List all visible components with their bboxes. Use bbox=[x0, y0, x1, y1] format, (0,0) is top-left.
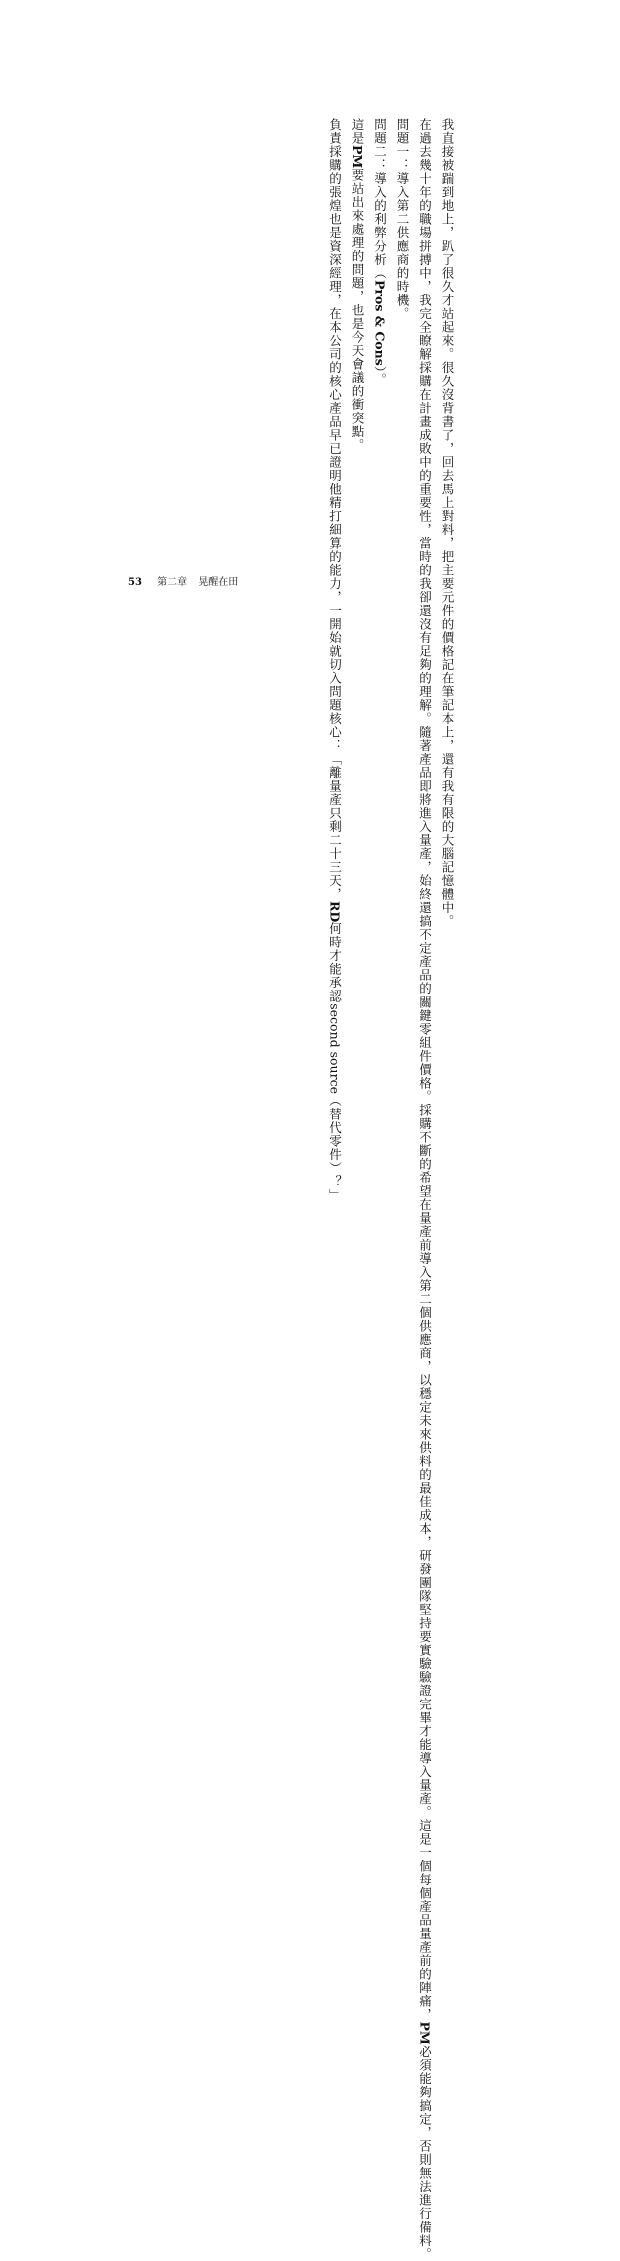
page-number: 53 bbox=[128, 577, 142, 588]
page-footer bbox=[128, 573, 238, 588]
pm-term: PM bbox=[417, 2021, 433, 2045]
paragraph-3-rest: 要站出來處理的問題，也是今天會議的衝突點。 bbox=[350, 168, 365, 452]
paragraph-4-text: 負責採購的張煌也是資深經理，在本公司的核心產品早已證明他精打細算的能力，一開始就切入問題核心：「離量產只剩二十三天， bbox=[327, 117, 343, 901]
paragraph-1: 我直接被踹到地上，趴了很久才站起來。很久沒背書了，回去馬上對料，把主要元件的價格記在筆記本上，還有我有限的大腦記憶體中。 bbox=[440, 117, 455, 928]
rd-term: RD bbox=[327, 900, 343, 922]
paragraph-3-start: 這是 bbox=[350, 117, 365, 145]
question-2-text: 問題二：導入的利弊分析（ bbox=[372, 117, 388, 280]
paragraph-4-mid: 何時才能承認 bbox=[327, 921, 343, 1003]
pros-cons-term: Pros & Cons bbox=[372, 279, 388, 366]
paragraph-2-text: 在過去幾十年的職場拼搏中，我完全瞭解採購在計畫成敗中的重要性，當時的我卻還沒有足夠的理解。隨著產品即將進入量產，始終還搞不定產品的關鍵零組件價格。採購不斷的希望在量產前導入第二個供應商，以穩定未來供料的最佳成本，研發團隊堅持要實驗驗證完畢才能導入量產。這是一個每個產品量產前的陣痛， bbox=[417, 117, 433, 2022]
paragraph-4-end: （替代零件）？」 bbox=[327, 1093, 343, 1202]
chapter-title: 晃醒在田 bbox=[198, 577, 239, 588]
question-2 bbox=[368, 104, 391, 556]
chapter-label: 第二章 bbox=[157, 577, 188, 588]
paragraph-3 bbox=[346, 104, 369, 556]
second-source-term: second source bbox=[327, 1002, 343, 1094]
question-1: 問題一：導入第二供應商的時機。 bbox=[395, 117, 410, 321]
paragraph-2 bbox=[413, 104, 436, 2261]
pm-term-2: PM bbox=[350, 144, 365, 168]
vertical-text-block bbox=[323, 104, 458, 2261]
question-2-end: ）。 bbox=[372, 365, 388, 387]
paragraph-2-end: 必須能夠搞定，否則無法進行備料。 bbox=[417, 2044, 433, 2261]
paragraph-4 bbox=[323, 104, 346, 1202]
